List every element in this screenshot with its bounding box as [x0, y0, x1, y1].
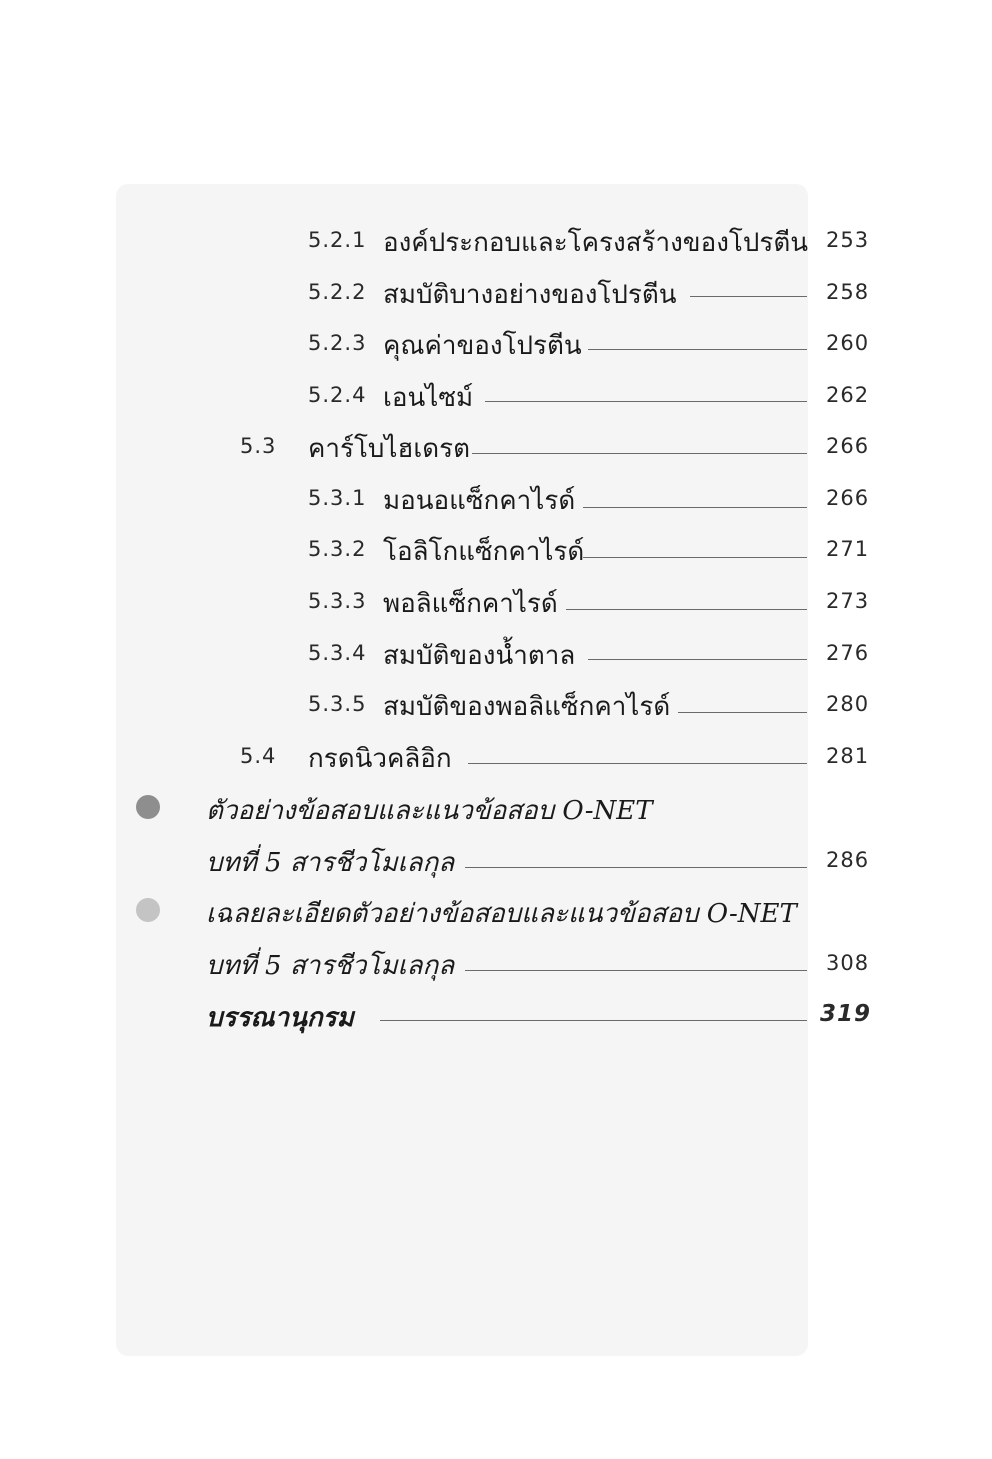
entry-page: 271	[826, 537, 870, 561]
exercises-title: ตัวอย่างข้อสอบและแนวข้อสอบ O-NET	[206, 796, 653, 826]
dot-leader	[583, 557, 807, 558]
toc-entry[interactable]	[0, 583, 992, 623]
entry-number: 5.3.3	[308, 589, 367, 613]
entry-number: 5.3.1	[308, 486, 367, 510]
entry-page: 276	[826, 641, 870, 665]
entry-title: สมบัติของพอลิแซ็กคาไรด์	[383, 692, 671, 722]
entry-title: พอลิแซ็กคาไรด์	[383, 589, 558, 619]
entry-number: 5.3.5	[308, 692, 367, 716]
entry-page: 280	[826, 692, 870, 716]
entry-title: สมบัติบางอย่างของโปรตีน	[383, 280, 677, 310]
entry-title: องค์ประกอบและโครงสร้างของโปรตีน	[383, 228, 808, 258]
entry-title: คาร์โบไฮเดรต	[308, 434, 470, 464]
toc-entry-answers-chapter[interactable]	[0, 945, 992, 985]
dot-leader	[472, 453, 807, 454]
dot-leader	[588, 659, 807, 660]
toc-entry[interactable]	[0, 531, 992, 571]
entry-page: 253	[826, 228, 870, 252]
dot-leader	[380, 1020, 807, 1021]
entry-title: คุณค่าของโปรตีน	[383, 331, 582, 361]
exercises-chapter: บทที่ 5 สารชีวโมเลกุล	[206, 848, 455, 878]
entry-number: 5.3.2	[308, 537, 367, 561]
dot-leader	[566, 609, 807, 610]
answers-title: เฉลยละเอียดตัวอย่างข้อสอบและแนวข้อสอบ O-NET	[206, 899, 797, 929]
dot-leader	[690, 296, 807, 297]
toc-entry-exercises-chapter[interactable]	[0, 842, 992, 882]
entry-title: เอนไซม์	[383, 383, 474, 413]
entry-number: 5.2.2	[308, 280, 367, 304]
toc-entry[interactable]	[0, 428, 992, 468]
entry-number: 5.3	[240, 434, 277, 458]
entry-page: 266	[826, 486, 870, 510]
toc-entry[interactable]	[0, 480, 992, 520]
entry-number: 5.3.4	[308, 641, 367, 665]
entry-page: 286	[826, 848, 870, 872]
toc-entry-answers[interactable]	[0, 893, 992, 933]
dot-leader	[588, 349, 807, 350]
entry-page: 273	[826, 589, 870, 613]
toc-entry[interactable]	[0, 377, 992, 417]
entry-page: 258	[826, 280, 870, 304]
entry-page: 308	[826, 951, 870, 975]
entry-title: สมบัติของน้ำตาล	[383, 641, 576, 671]
toc-entry[interactable]	[0, 686, 992, 726]
entry-number: 5.2.4	[308, 383, 367, 407]
entry-title: กรดนิวคลิอิก	[308, 744, 452, 774]
toc-entry[interactable]	[0, 325, 992, 365]
entry-page: 281	[826, 744, 870, 768]
dot-leader	[583, 507, 807, 508]
entry-page: 319	[820, 1001, 872, 1027]
toc-entry[interactable]	[0, 738, 992, 778]
entry-number: 5.2.3	[308, 331, 367, 355]
dot-leader	[465, 867, 807, 868]
entry-number: 5.4	[240, 744, 277, 768]
dot-leader	[465, 970, 807, 971]
toc-entry[interactable]	[0, 222, 992, 262]
dot-leader	[678, 712, 807, 713]
bibliography-title: บรรณานุกรม	[206, 1003, 354, 1033]
dot-leader	[485, 401, 807, 402]
dot-leader	[468, 763, 807, 764]
toc-entry-bibliography[interactable]	[0, 997, 992, 1037]
entry-title: โอลิโกแซ็กคาไรด์	[383, 537, 585, 567]
entry-number: 5.2.1	[308, 228, 367, 252]
toc-entry[interactable]	[0, 274, 992, 314]
toc-entry[interactable]	[0, 635, 992, 675]
entry-page: 266	[826, 434, 870, 458]
entry-page: 260	[826, 331, 870, 355]
entry-title: มอนอแซ็กคาไรด์	[383, 486, 576, 516]
answers-chapter: บทที่ 5 สารชีวโมเลกุล	[206, 951, 455, 981]
toc-entry-exercises[interactable]	[0, 790, 992, 830]
entry-page: 262	[826, 383, 870, 407]
